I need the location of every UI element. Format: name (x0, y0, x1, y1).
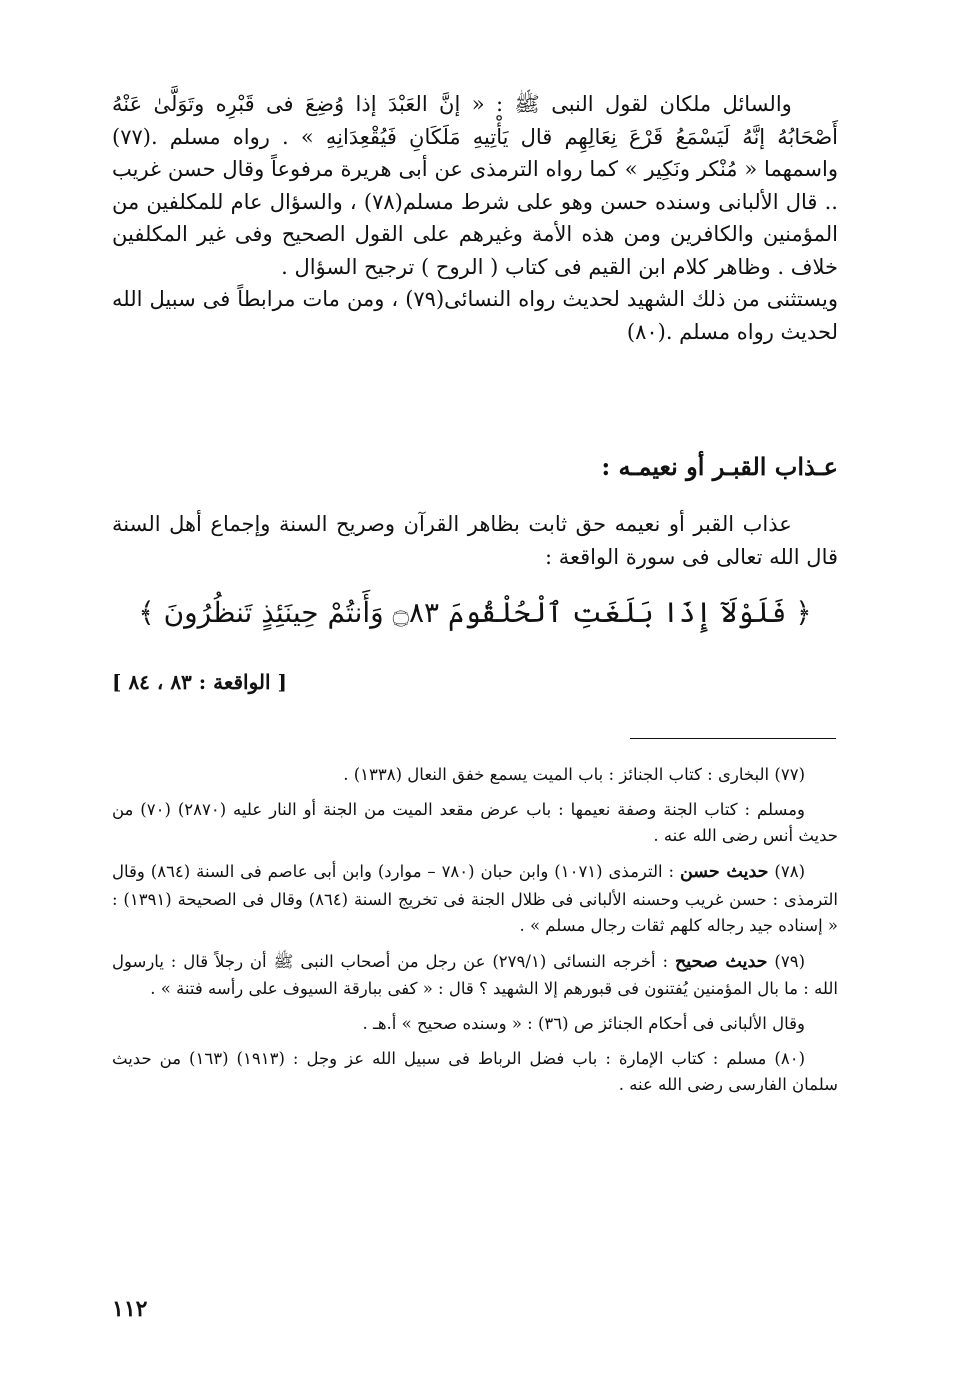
verse-reference: [ الواقعة : ٨٣ ، ٨٤ ] (112, 670, 288, 694)
main-body (112, 88, 838, 348)
page-number: ١١٢ (112, 1296, 148, 1322)
footnote-79-number: (٧٩) (774, 951, 805, 971)
footnote-78 (112, 858, 838, 940)
footnote-80: (٨٠) مسلم : كتاب الإمارة : باب فضل الرباط فى سبيل الله عز وجل : (١٩١٣) (١٦٣) من حديث سلمان الفارسى رضى الله عنه . (112, 1048, 838, 1095)
quran-verse: ﴿ فَلَوْلَآ إِذَا بَلَغَتِ ٱلْحُلْقُومَ ۝٨٣ وَأَنتُمْ حِينَئِذٍ تَنظُرُونَ ﴾ (138, 596, 812, 629)
section-heading: عـذاب القبـر أو نعيمـه : (601, 452, 838, 481)
body-paragraph-1: والسائل ملكان لقول النبى ﷺ : « إنَّ العَبْدَ إذا وُضِعَ فى قَبْرِه وتَوَلَّىٰ عَنْهُ أَصْحَابُهُ إنَّهُ لَيَسْمَعُ قَرْعَ نِعَالِهِم قال يَأْتِيهِ مَلَكَانِ فَيُقْعِدَانِهِ » . رواه مسلم .(٧٧) واسمهما « مُنْكر ونَكِير » كما رواه الترمذى عن أبى هريرة مرفوعاً وقال حسن غريب .. قال الألبانى وسنده حسن وهو على شرط مسلم(٧٨) ، والسؤال عام للمكلفين من المؤمنين والكافرين ومن هذه الأمة وغيرهم على القول الصحيح وفى غير المكلفين خلاف . وظاهر كلام ابن القيم فى كتاب ( الروح ) ترجيح السؤال . (112, 92, 838, 279)
footnote-divider (630, 738, 836, 739)
footnote-77-continued: ومسلم : كتاب الجنة وصفة نعيمها : باب عرض مقعد الميت من الجنة أو النار عليه (٢٨٧٠) (٧٠) من حديث أنس رضى الله عنه . (112, 799, 838, 846)
footnote-79-grade: حديث صحيح (674, 951, 768, 972)
footnote-79-continued: وقال الألبانى فى أحكام الجنائز ص (٣٦) : « وسنده صحيح » أ.هـ . (362, 1014, 805, 1033)
body-paragraph-2: ويستثنى من ذلك الشهيد لحديث رواه النسائى(٧٩) ، ومن مات مرابطاً فى سبيل الله لحديث رواه مسلم .(٨٠) (112, 287, 838, 344)
footnote-78-text: : الترمذى (١٠٧١) وابن حبان (٧٨٠ – موارد) وابن أبى عاصم فى السنة (٨٦٤) وقال الترمذى : حسن غريب وحسنه الألبانى فى ظلال الجنة فى تخريج السنة (٨٦٤) وقال فى الصحيحة (١٣٩١) : « إسناده جيد رجاله كلهم ثقات رجال مسلم » . (112, 862, 838, 936)
section-body (112, 508, 838, 573)
footnote-78-number: (٧٨) (774, 862, 805, 882)
footnote-77: (٧٧) البخارى : كتاب الجنائز : باب الميت يسمع خفق النعال (١٣٣٨) . (343, 765, 805, 784)
footnotes (112, 762, 838, 1107)
section-paragraph: عذاب القبر أو نعيمه حق ثابت بظاهر القرآن وصريح السنة وإجماع أهل السنة قال الله تعالى فى سورة الواقعة : (112, 512, 838, 569)
footnote-79 (112, 948, 838, 1003)
footnote-79-text: : أخرجه النسائى (٢٧٩/١) عن رجل من أصحاب النبى ﷺ أن رجلاً قال : يارسول الله : ما بال المؤمنين يُفتنون فى قبورهم إلا الشهيد ؟ قال : « كفى ببارقة السيوف على رأسه فتنة » . (112, 951, 838, 999)
footnote-78-grade: حديث حسن (679, 862, 769, 883)
